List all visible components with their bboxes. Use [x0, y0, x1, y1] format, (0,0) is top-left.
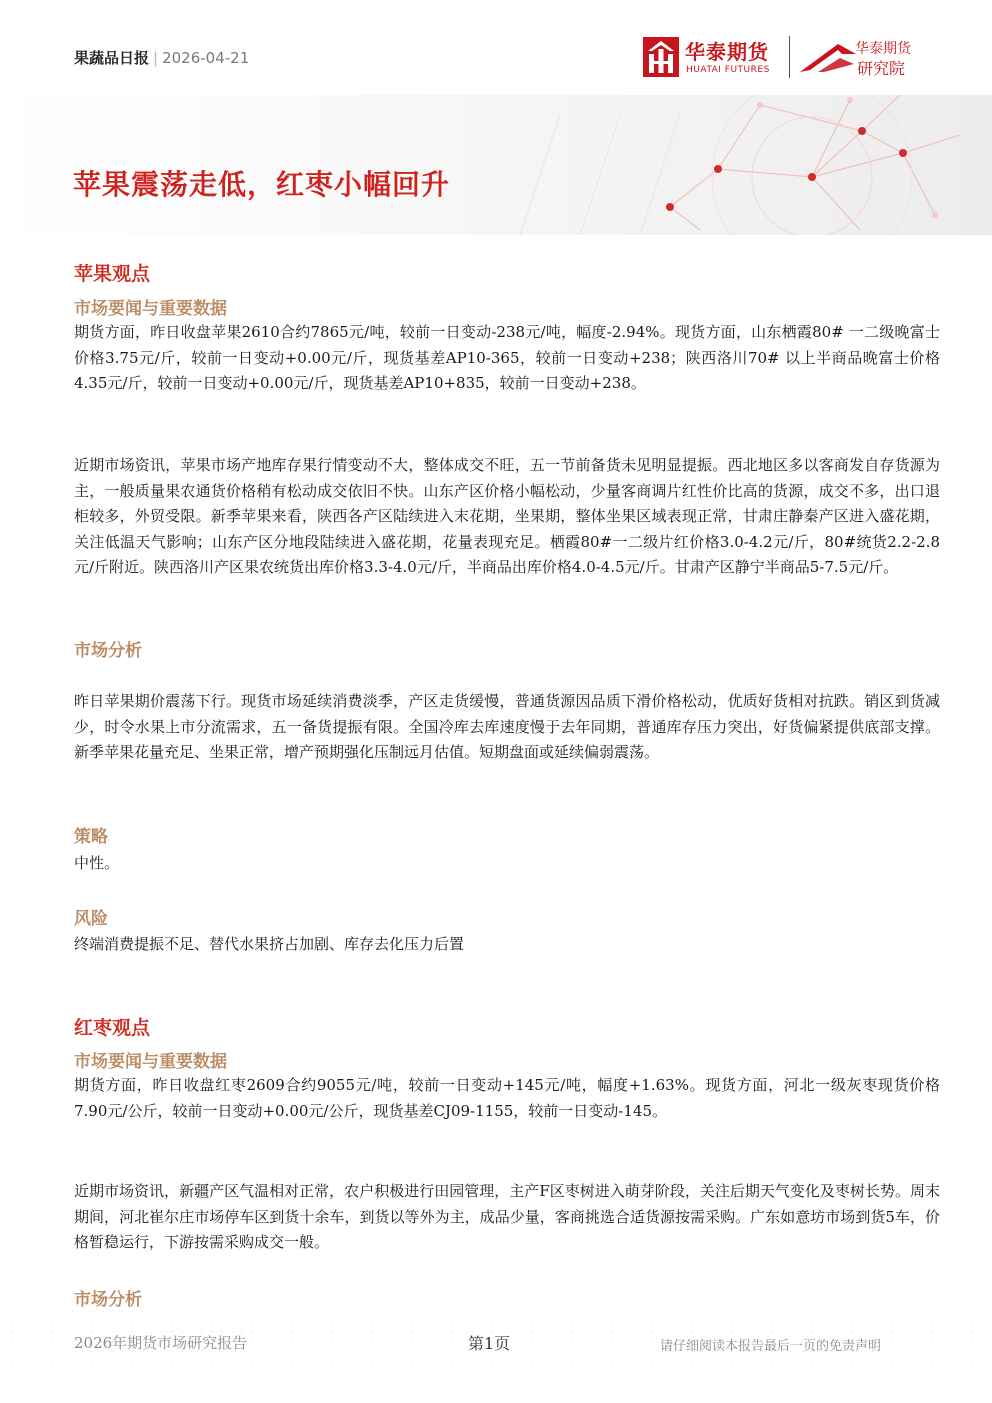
apple-risk-text: 终端消费提振不足、替代水果挤占加剧、库存去化压力后置	[74, 935, 465, 953]
apple-analysis-heading: 市场分析	[74, 641, 142, 661]
apple-risk-heading: 风险	[74, 909, 108, 929]
page-title: 苹果震荡走低，红枣小幅回升	[73, 168, 451, 201]
logo-name-en: HUATAI FUTURES	[686, 65, 770, 75]
page-number: 第1页	[468, 1334, 511, 1353]
apple-strategy-text: 中性。	[74, 854, 120, 872]
jujube-analysis-heading: 市场分析	[74, 1290, 142, 1310]
jujube-news-heading: 市场要闻与重要数据	[74, 1052, 227, 1072]
apple-section-heading: 苹果观点	[74, 263, 151, 285]
report-type: 果蔬品日报	[74, 49, 150, 67]
jujube-news-paragraph-1: 期货方面，昨日收盘红枣2609合约9055元/吨，较前一日变动+145元/吨，幅度+1.63%。现货方面，河北一级灰枣现货价格7.90元/公斤，较前一日变动+0.00元/公斤，现货基差CJ09-1155，较前一日变动-145。	[74, 1076, 940, 1120]
report-date: 2026-04-21	[162, 49, 250, 67]
logo-name-cn: 华泰期货	[685, 40, 769, 64]
logo-divider	[789, 36, 790, 78]
apple-news-paragraph-1: 期货方面，昨日收盘苹果2610合约7865元/吨，较前一日变动-238元/吨，幅度-2.94%。现货方面，山东栖霞80# 一二级晚富士价格3.75元/斤，较前一日变动+0.00元/斤，现货基差AP10-365，较前一日变动+238；陕西洛川70# 以上半商品晚富士价格4.35元/斤，较前一日变动+0.00元/斤，现货基差AP10+835，较前一日变动+238。	[74, 323, 940, 392]
institute-subtitle: 研究院	[857, 59, 906, 78]
footer-disclaimer-note: 请仔细阅读本报告最后一页的免责声明	[660, 1339, 882, 1354]
footer-report-name: 2026年期货市场研究报告	[74, 1334, 248, 1352]
apple-analysis-paragraph: 昨日苹果期价震荡下行。现货市场延续消费淡季，产区走货缓慢，普通货源因品质下滑价格松动，优质好货相对抗跌。销区到货减少，时令水果上市分流需求，五一备货提振有限。全国冷库去库速度慢于去年同期，普通库存压力突出，好货偏紧提供底部支撑。新季苹果花量充足、坐果正常，增产预期强化压制远月估值。短期盘面或延续偏弱震荡。	[74, 692, 940, 761]
header-separator: |	[153, 49, 159, 67]
jujube-news-paragraph-2: 近期市场资讯，新疆产区气温相对正常，农户积极进行田园管理，主产F区枣树进入萌芽阶段，关注后期天气变化及枣树长势。周末期间，河北崔尔庄市场停车区到货十余车，到货以等外为主，成品少量，客商挑选合适货源按需采购。广东如意坊市场到货5车，价格暂稳运行，下游按需采购成交一般。	[74, 1182, 940, 1251]
jujube-section-heading: 红枣观点	[74, 1017, 151, 1039]
huatai-logo-icon	[643, 37, 679, 77]
report-header	[74, 47, 249, 68]
company-logo	[643, 34, 933, 84]
apple-news-paragraph-2: 近期市场资讯，苹果市场产地库存果行情变动不大，整体成交不旺，五一节前备货未见明显提振。西北地区多以客商发自存货源为主，一般质量果农通货价格稍有松动成交依旧不快。山东产区价格小幅松动，少量客商调片红性价比高的货源，成交不多，出口退柜较多，外贸受限。新季苹果来看，陕西各产区陆续进入末花期，坐果期，整体坐果区域表现正常，甘肃庄静秦产区进入盛花期，关注低温天气影响；山东产区分地段陆续进入盛花期，花量表现充足。栖霞80#一二级片红价格3.0-4.2元/斤，80#统货2.2-2.8元/斤附近。陕西洛川产区果农统货出库价格3.3-4.0元/斤，半商品出库价格4.0-4.5元/斤。甘肃产区静宁半商品5-7.5元/斤。	[74, 456, 940, 576]
institute-logo-icon	[798, 38, 858, 74]
institute-name: 华泰期货	[855, 41, 911, 57]
apple-strategy-heading: 策略	[74, 827, 108, 847]
apple-news-heading: 市场要闻与重要数据	[74, 299, 227, 319]
